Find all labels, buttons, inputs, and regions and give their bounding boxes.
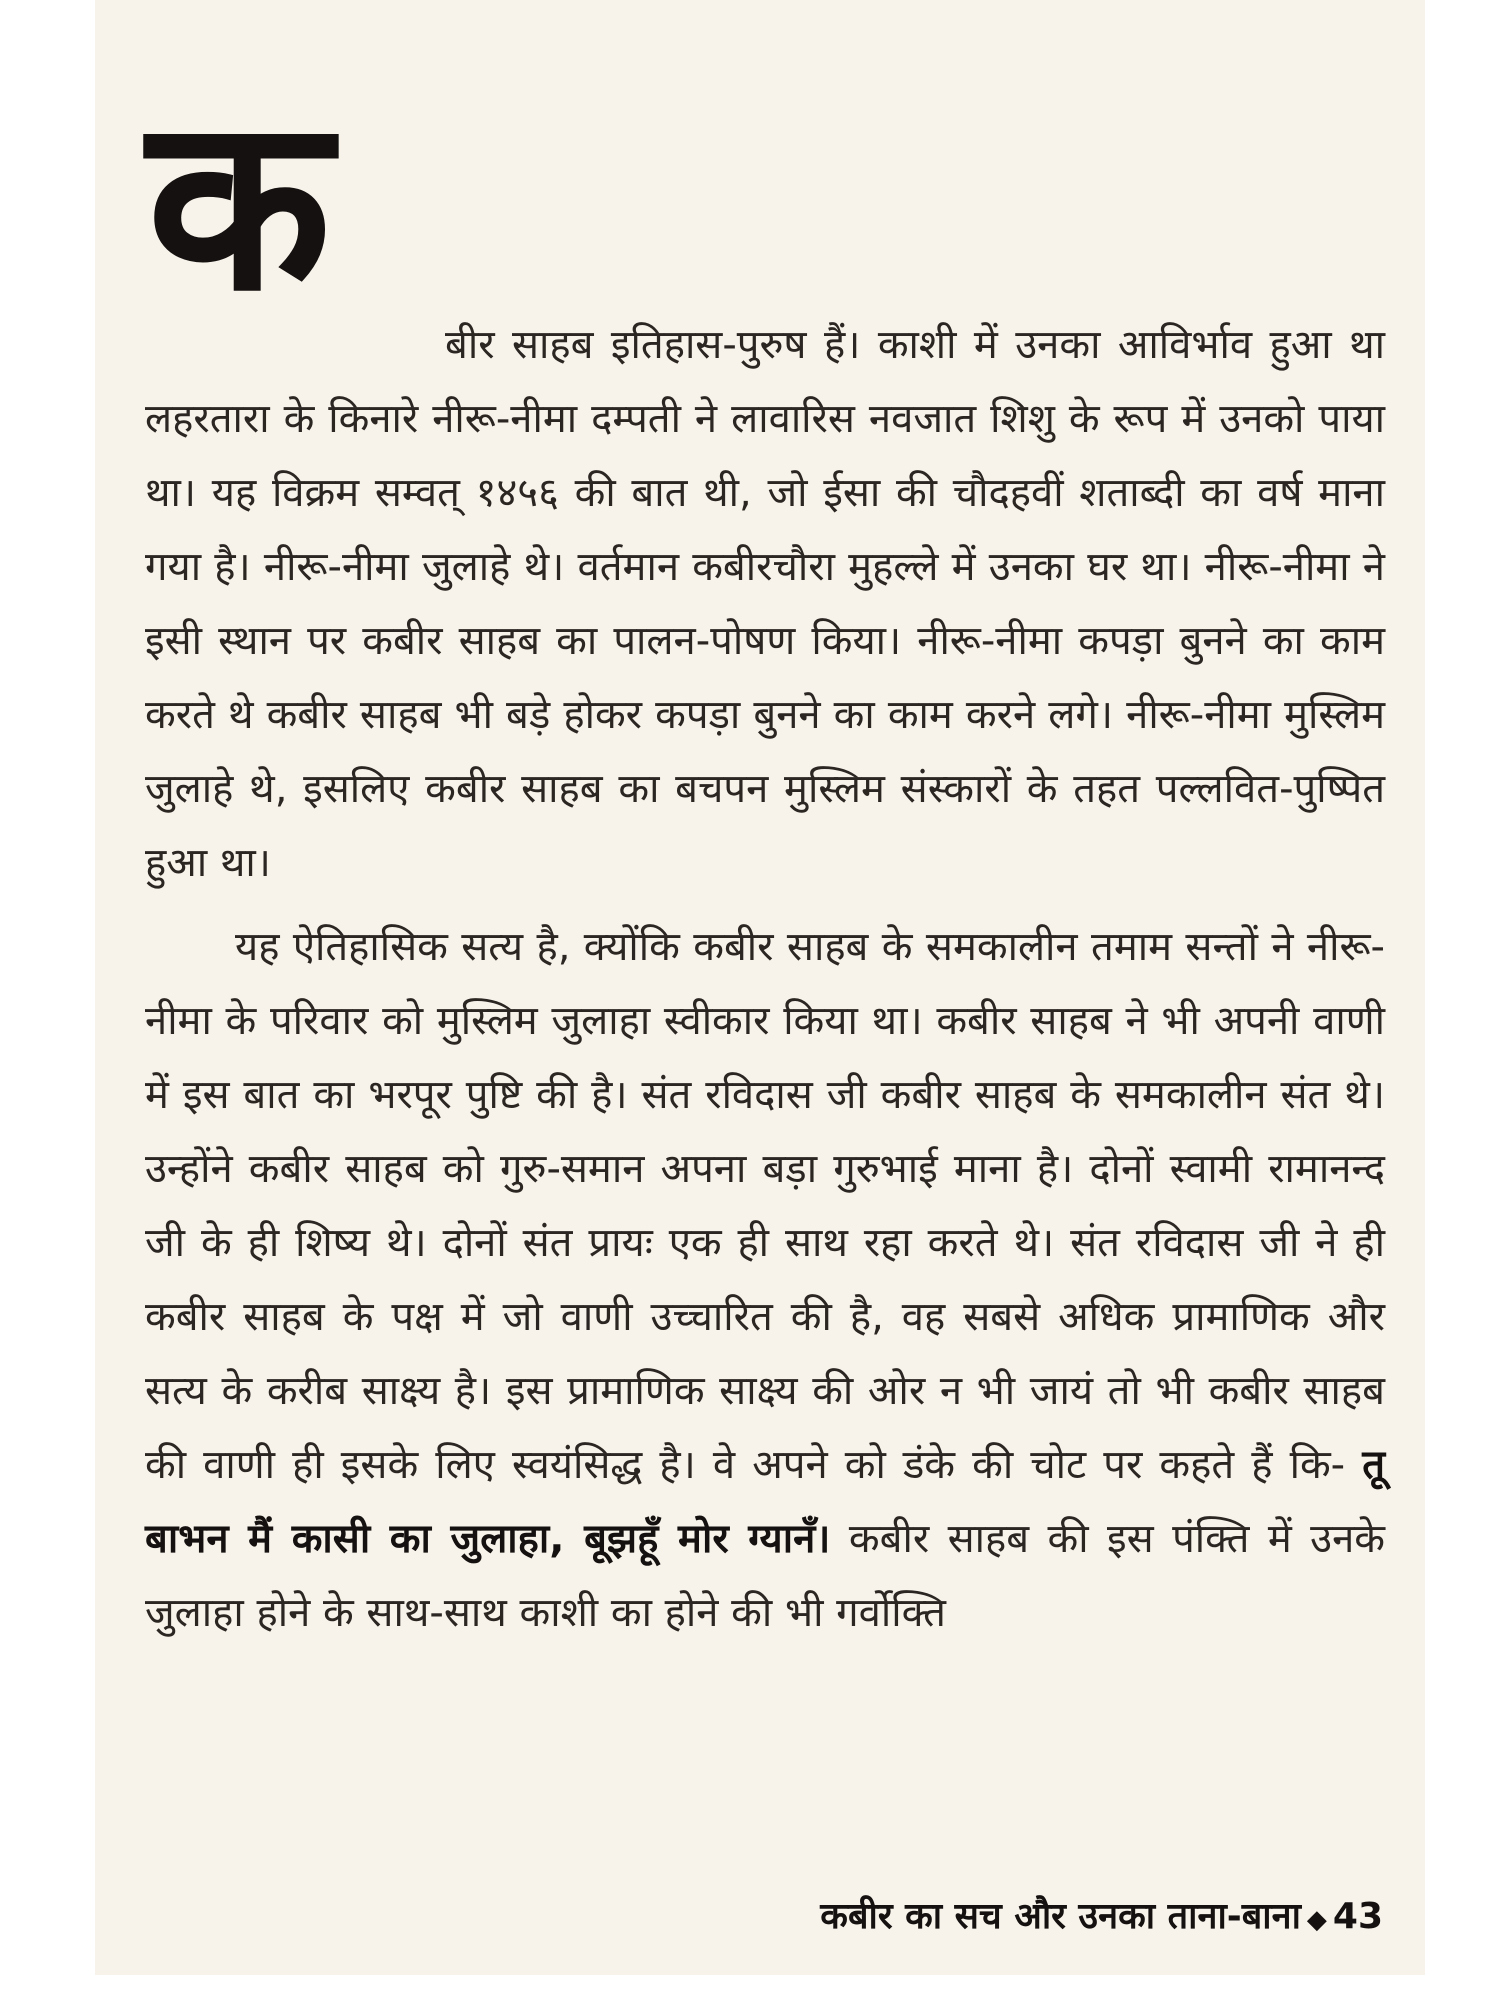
paragraph-1: बीर साहब इतिहास-पुरुष हैं। काशी में उनका आविर्भाव हुआ था लहरतारा के किनारे नीरू-नीमा दम्पती ने लावारिस नवजात शिशु के रूप में उनको पाया था। यह विक्रम सम्वत् १४५६ की बात थी, जो ईसा की चौदहवीं शताब्दी का वर्ष माना गया है। नीरू-नीमा जुलाहे थे। वर्तमान कबीरचौरा मुहल्ले में उनका घर था। नीरू-नीमा ने इसी स्थान पर कबीर साहब का पालन-पोषण किया। नीरू-नीमा कपड़ा बुनने का काम करते थे कबीर साहब भी बड़े होकर कपड़ा बुनने का काम करने लगे। नीरू-नीमा मुस्लिम जुलाहे थे, इसलिए कबीर साहब का बचपन मुस्लिम संस्कारों के तहत पल्लवित-पुष्पित हुआ था। [145,322,1385,886]
drop-cap: क [147,64,332,344]
paragraph-2-end: कबीर साहब की इस पंक्ति में उनके जुलाहा होने के साथ-साथ काशी का होने की भी गर्वोक्ति [145,1516,1386,1636]
body-text [145,308,1385,1650]
page-footer [820,1890,1383,1939]
paragraph-2 [145,910,1385,1650]
page-number: 43 [1332,1896,1383,1937]
diamond-bullet-icon: ◆ [1306,1905,1327,1935]
footer-book-title: कबीर का सच और उनका ताना-बाना [820,1896,1301,1937]
paragraph-2-text: यह ऐतिहासिक सत्य है, क्योंकि कबीर साहब के समकालीन तमाम सन्तों ने नीरू-नीमा के परिवार को मुस्लिम जुलाहा स्वीकार किया था। कबीर साहब ने भी अपनी वाणी में इस बात का भरपूर पुष्टि की है। संत रविदास जी कबीर साहब के समकालीन संत थे। उन्होंने कबीर साहब को गुरु-समान अपना बड़ा गुरुभाई माना है। दोनों स्वामी रामानन्द जी के ही शिष्य थे। दोनों संत प्रायः एक ही साथ रहा करते थे। संत रविदास जी ने ही कबीर साहब के पक्ष में जो वाणी उच्चारित की है, वह सबसे अधिक प्रामाणिक और सत्य के करीब साक्ष्य है। इस प्रामाणिक साक्ष्य की ओर न भी जायं तो भी कबीर साहब की वाणी ही इसके लिए स्वयंसिद्ध है। वे अपने को डंके की चोट पर कहते हैं कि- [145,924,1385,1488]
book-page [95,0,1425,1975]
bold-quote: तू बाभन मैं कासी का जुलाहा, बूझहूँ मोर ग्यानँ। [145,1442,1385,1562]
